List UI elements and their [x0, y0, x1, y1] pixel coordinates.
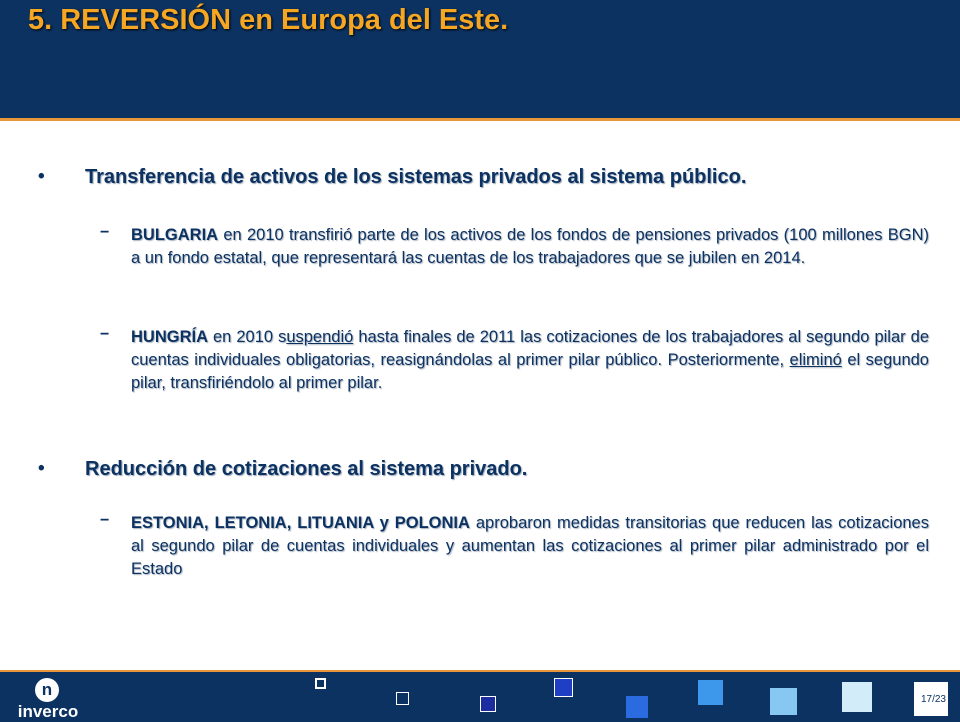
section-heading: Transferencia de activos de los sistemas privados al sistema público. — [85, 166, 747, 188]
header-band — [0, 0, 960, 121]
item-text: en 2010 s — [208, 328, 287, 346]
bullet-icon: • — [38, 166, 45, 187]
item-text: hasta finales de 2011 las cotizaciones de los trabajadores al segundo pilar de cuentas individuales obligatorias, reasignándolas al primer pilar público. Posteriormente, — [131, 328, 930, 369]
decorative-square — [842, 682, 872, 712]
bullet-icon: • — [38, 458, 45, 479]
list-item — [131, 512, 929, 581]
section-heading: Reducción de cotizaciones al sistema privado. — [85, 458, 528, 480]
page-number: 17/23 — [914, 682, 948, 716]
decorative-square — [396, 692, 409, 705]
item-text: el segundo pilar, transfiriéndolo al primer pilar. — [131, 351, 929, 392]
underlined-word: eliminó — [789, 351, 842, 369]
item-text: aprobaron medidas transitorias que reducen las cotizaciones al segundo pilar de cuentas individuales y aumentan las cotizaciones al primer pilar administrado por el Estado — [131, 514, 929, 578]
inverco-logo — [8, 678, 88, 722]
dash-icon: − — [100, 512, 110, 529]
item-text: en 2010 transfirió parte de los activos de los fondos de pensiones privados (100 millones BGN) a un fondo estatal, que representará las cuentas de los trabajadores que se jubilen en 2014. — [131, 226, 929, 267]
country-name: ESTONIA, LETONIA, LITUANIA y POLONIA — [131, 514, 470, 532]
decorative-square — [770, 688, 797, 715]
dash-icon: − — [100, 224, 110, 241]
list-item — [131, 326, 929, 395]
logo-letter: n — [41, 680, 53, 699]
logo-text: inverco — [17, 702, 79, 721]
decorative-square — [480, 696, 496, 712]
decorative-square — [626, 696, 648, 718]
list-item — [131, 224, 929, 270]
underlined-word: uspendió — [286, 328, 354, 346]
decorative-square — [315, 678, 326, 689]
decorative-square — [698, 680, 723, 705]
country-name: BULGARIA — [131, 226, 219, 244]
page-title: 5. REVERSIÓN en Europa del Este. — [28, 4, 509, 36]
country-name: HUNGRÍA — [131, 328, 208, 346]
footer-band — [0, 670, 960, 722]
decorative-square — [554, 678, 573, 697]
dash-icon: − — [100, 326, 110, 343]
